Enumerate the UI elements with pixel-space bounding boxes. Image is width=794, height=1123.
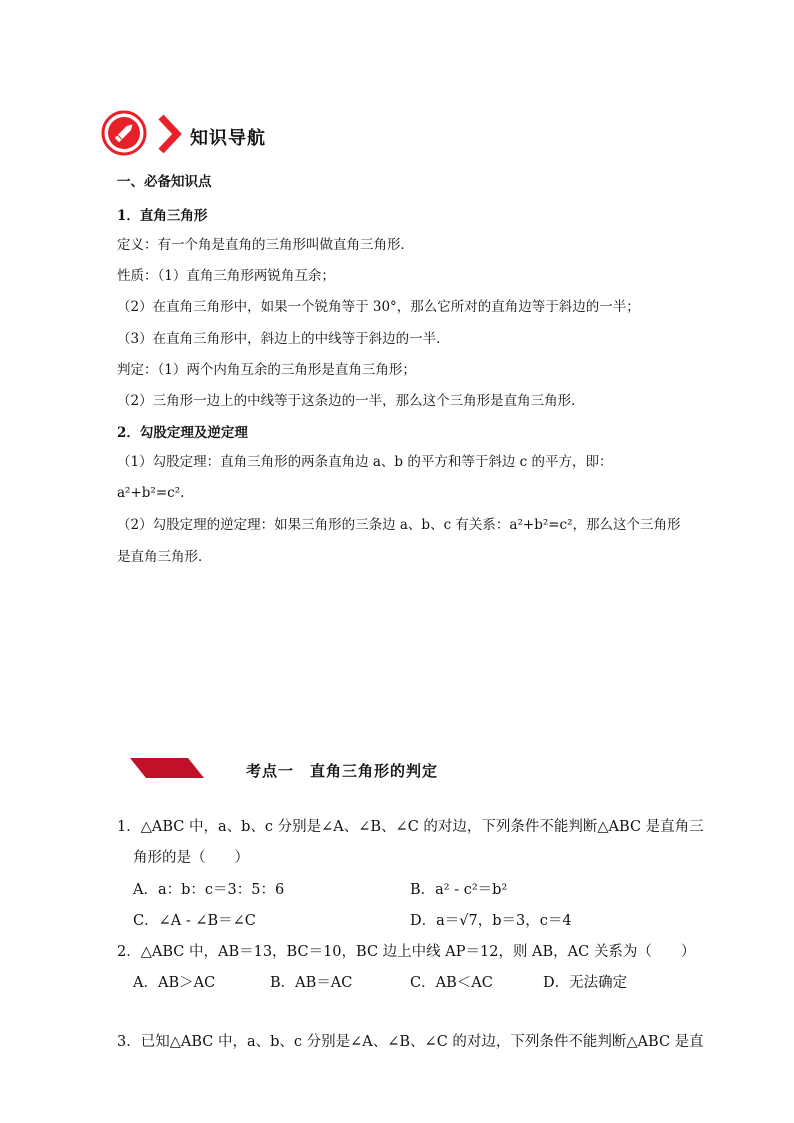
theorem-line-2: a²+b²=c². [117, 485, 185, 501]
question-2-line-1: 2．△ABC 中，AB＝13，BC＝10，BC 边上中线 AP＝12，则 AB，AC 关系为（ ） [117, 944, 696, 960]
theorem-line-1: （1）勾股定理：直角三角形的两条直角边 a、b 的平方和等于斜边 c 的平方，即： [117, 454, 613, 470]
question-1-line-2: 角形的是（ ） [133, 850, 249, 866]
topic1-heading: 1．直角三角形 [117, 208, 208, 224]
question-1-option-c[interactable]: C．∠A - ∠B＝∠C [133, 913, 256, 929]
exam-point-title: 考点一 直角三角形的判定 [246, 762, 439, 780]
question-1-option-d[interactable]: D．a＝√7，b＝3，c＝4 [410, 913, 572, 929]
page-title: 知识导航 [190, 128, 266, 149]
property-2: （2）在直角三角形中，如果一个锐角等于 30°，那么它所对的直角边等于斜边的一半； [117, 299, 640, 315]
question-2-option-a[interactable]: A．AB＞AC [133, 975, 216, 991]
converse-line-2: 是直角三角形． [117, 549, 212, 565]
question-1-line-1: 1．△ABC 中，a、b、c 分别是∠A、∠B、∠C 的对边，下列条件不能判断△ABC 是直角三 [117, 819, 704, 835]
question-2-option-b[interactable]: B．AB＝AC [270, 975, 353, 991]
judgement-1: 判定：（1）两个内角互余的三角形是直角三角形； [117, 362, 416, 378]
section-heading: 一、必备知识点 [117, 174, 212, 190]
exam-point-banner [130, 758, 204, 778]
pencil-in-circle-icon [101, 110, 147, 156]
question-2-option-c[interactable]: C．AB＜AC [410, 975, 493, 991]
question-3-line-1: 3．已知△ABC 中，a、b、c 分别是∠A、∠B、∠C 的对边，下列条件不能判断△ABC 是直 [117, 1034, 704, 1050]
definition-text: 定义：有一个角是直角的三角形叫做直角三角形． [117, 237, 414, 253]
question-2-option-d[interactable]: D．无法确定 [543, 975, 628, 991]
property-3: （3）在直角三角形中，斜边上的中线等于斜边的一半． [117, 331, 450, 347]
chevron-right-icon [154, 113, 184, 155]
topic2-heading: 2．勾股定理及逆定理 [117, 425, 248, 441]
judgement-2: （2）三角形一边上的中线等于这条边的一半，那么这个三角形是直角三角形． [117, 393, 585, 409]
property-1: 性质：（1）直角三角形两锐角互余； [117, 268, 335, 284]
converse-line-1: （2）勾股定理的逆定理：如果三角形的三条边 a、b、c 有关系：a²+b²=c²，那么这个三角形 [117, 517, 681, 533]
question-1-option-b[interactable]: B．a² - c²＝b² [410, 882, 508, 898]
question-1-option-a[interactable]: A．a：b：c＝3：5：6 [133, 882, 285, 898]
